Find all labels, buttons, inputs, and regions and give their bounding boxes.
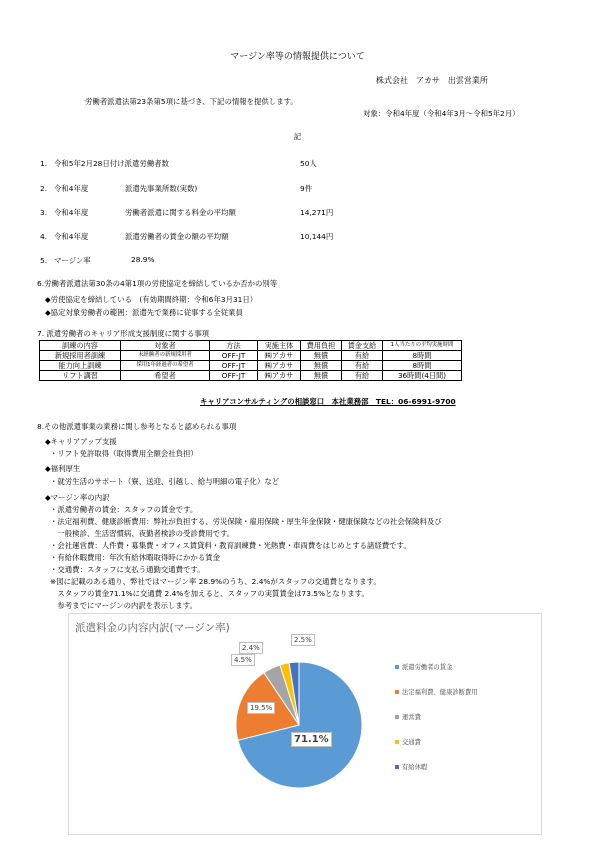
legend-swatch (395, 740, 399, 744)
table-cell: ㈱アカサ (258, 361, 301, 371)
table-cell: リフト講習 (40, 371, 121, 381)
legend-item (395, 762, 427, 771)
item-margin (40, 255, 91, 266)
legend-item (395, 737, 421, 746)
section8-line: ・派遣労働者の賃金：スタッフの賃金です。 (50, 505, 198, 514)
legend-swatch (395, 715, 399, 719)
table-cell: 無償 (301, 371, 342, 381)
table-header: 実施主体 (258, 341, 301, 351)
section6-line: ◆労使協定を締結している (有効期間終期：令和6年3月31日） (45, 295, 258, 304)
table-cell: ㈱アカサ (258, 371, 301, 381)
legend-item (395, 662, 452, 671)
item-number: 1. (40, 159, 48, 168)
legend-label: 交通費 (402, 739, 421, 746)
section8-line: ・法定福利費、健康診断費用：弊社が負担する、労災保険・雇用保険・厚生年金保険・健康保険などの社会保険料及び (50, 517, 442, 526)
table-row (40, 361, 462, 371)
item-label: 令和4年度 (54, 232, 89, 241)
table-cell: 36時間(4日間) (383, 371, 462, 381)
section8-line: 参考までにマージンの内訳を表示します。 (50, 601, 197, 610)
table-header: 方法 (210, 341, 258, 351)
item-label: 令和4年度 (54, 208, 89, 217)
item-number: 2. (40, 184, 48, 193)
item-label: 令和4年度 (54, 184, 89, 193)
section6-heading: 6.労働者派遣法第30条の4第1項の労使協定を締結しているか否かの別等 (37, 279, 278, 288)
table-header: 対象者 (121, 341, 210, 351)
table-cell: 8時間 (383, 361, 462, 371)
table-cell: 無償 (301, 351, 342, 361)
table-cell: 有給 (342, 361, 383, 371)
table-cell: 8時間 (383, 351, 462, 361)
item-wage (40, 231, 88, 242)
chart-title: 派遣料金の内容内訳(マージン率) (75, 622, 230, 634)
pie-data-label: 4.5% (231, 654, 255, 666)
section8-line: ◆マージン率の内訳 (45, 493, 110, 502)
item-sites (40, 183, 88, 194)
company-name: 株式会社 アカサ 出雲営業所 (376, 76, 488, 85)
table-cell: OFF-JT (210, 351, 258, 361)
training-table (39, 340, 462, 381)
table-header-row (40, 341, 462, 351)
table-cell: 有給 (342, 371, 383, 381)
section8-line: 一般検診、生活習慣病、夜勤者検診の受診費用です。 (50, 529, 235, 538)
section8-line: ◆キャリアアップ支援 (45, 437, 117, 446)
item-sublabel: 労働者派遣に関する料金の平均額 (125, 208, 236, 217)
item-fee (40, 207, 88, 218)
item-number: 4. (40, 232, 48, 241)
table-cell: OFF-JT (210, 371, 258, 381)
table-header: 費用負担 (301, 341, 342, 351)
item-label: マージン率 (54, 256, 91, 265)
pie-data-label: 71.1% (291, 732, 332, 747)
legend-swatch (395, 765, 399, 769)
table-cell: 未経験者の新規採用者 (121, 351, 210, 361)
page-title: マージン率等の情報提供について (230, 52, 365, 62)
legend-label: 運営費 (402, 714, 421, 721)
section8-line: スタッフの賃金71.1%に交通費 2.4%を加えると、スタッフの実質賃金は73.5%となります。 (50, 589, 369, 598)
table-cell: 有給 (342, 351, 383, 361)
pie-data-label: 2.5% (291, 634, 315, 646)
table-row (40, 351, 462, 361)
legend-item (395, 712, 421, 721)
margin-pie-chart (68, 613, 542, 835)
table-cell: 新規採用者訓練 (40, 351, 121, 361)
section8-line: ・リフト免許取得（取得費用全額会社負担） (50, 449, 198, 458)
legend-label: 派遣労働者の賃金 (402, 664, 453, 671)
section8-line: ◆福利厚生 (45, 464, 81, 473)
law-statement: 労働者派遣法第23条第5項に基づき、下記の情報を提供します。 (85, 97, 298, 106)
legend-item (395, 687, 478, 696)
table-header: 訓練の内容 (40, 341, 121, 351)
section8-line: ・就労生活のサポート（寮、送迎、引越し、給与明細の電子化）など (50, 477, 280, 486)
contact-line: キャリアコンサルティングの相談窓口 本社業務部 TEL：06-6991-9700 (200, 397, 456, 406)
item-number: 5. (40, 256, 48, 265)
table-cell: 無償 (301, 361, 342, 371)
legend-swatch (395, 665, 399, 669)
pie-data-label: 2.4% (239, 642, 263, 654)
item-value: 10,144円 (300, 232, 334, 241)
table-cell: 採用1年経過者の希望者 (121, 361, 210, 371)
section7-heading: 7. 派遣労働者のキャリア形成支援制度に関する事項 (37, 329, 209, 338)
table-cell: 希望者 (121, 371, 210, 381)
item-value: 14,271円 (300, 208, 334, 217)
section8-heading: 8.その他派遣事業の業務に関し参考となると認められる事項 (37, 422, 237, 431)
item-sublabel: 派遣労働者の賃金の額の平均額 (125, 232, 229, 241)
item-sublabel: 派遣先事業所数(実数) (125, 184, 198, 193)
pie-svg (69, 614, 541, 834)
section8-line: ※図に記載のある通り、弊社ではマージン率 28.9%のうち、2.4%がスタッフの交通費となります。 (50, 577, 381, 586)
table-cell: 能力向上訓練 (40, 361, 121, 371)
section6-line: ◆協定対象労働者の範囲：派遣先で業務に従事する全従業員 (45, 308, 243, 317)
item-value: 50人 (300, 159, 317, 168)
legend-swatch (395, 690, 399, 694)
legend-label: 法定福利費、健康診断費用 (402, 689, 478, 696)
item-value: 9件 (300, 184, 313, 193)
table-cell: OFF-JT (210, 361, 258, 371)
item-workers (40, 158, 169, 169)
table-cell: ㈱アカサ (258, 351, 301, 361)
section8-line: ・有給休暇費用：年次有給休暇取得時にかかる賃金 (50, 553, 220, 562)
item-label: 令和5年2月28日付け派遣労働者数 (54, 159, 169, 168)
pie-data-label: 19.5% (247, 702, 275, 714)
section8-line: ・交通費：スタッフに支払う通勤交通費です。 (50, 565, 205, 574)
table-header: 賃金支給 (342, 341, 383, 351)
table-row (40, 371, 462, 381)
item-number: 3. (40, 208, 48, 217)
table-header: 1人当たりの平均実施時間 (383, 341, 462, 351)
item-value: 28.9% (131, 255, 155, 264)
legend-label: 有給休暇 (402, 764, 428, 771)
section8-line: ・会社運営費：人件費・募集費・オフィス賃貸料・教育訓練費・光熱費・車両費をはじめとする諸経費です。 (50, 541, 411, 550)
target-period: 対象：令和4年度（令和4年3月～令和5年2月） (363, 109, 520, 118)
ki-heading: 記 (293, 132, 302, 141)
